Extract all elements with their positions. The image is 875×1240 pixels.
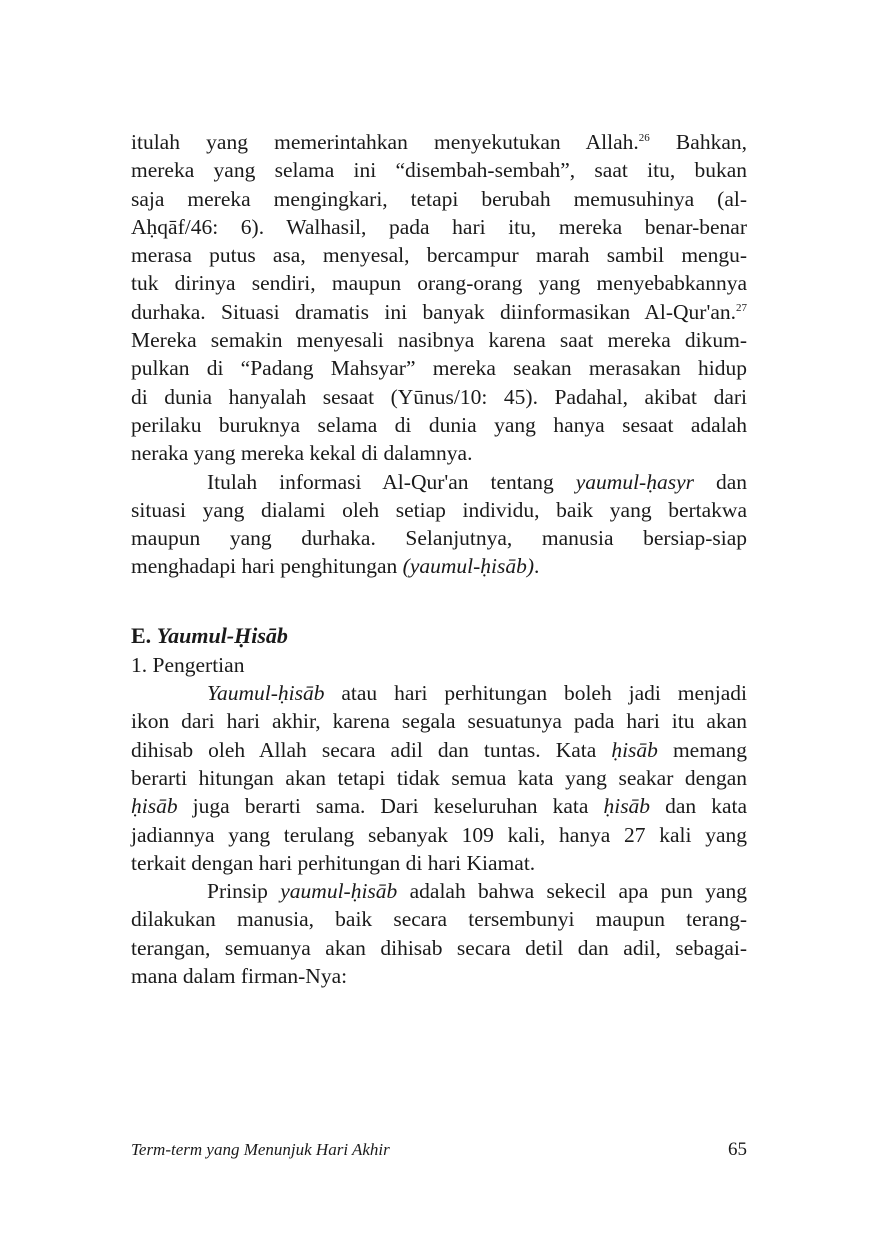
text-line: di dunia hanyalah sesaat (Yūnus/10: 45). Padahal, akibat dari xyxy=(131,384,747,409)
text-line: dihisab oleh Allah secara adil dan tuntas. Kata ḥisāb memang xyxy=(131,737,747,762)
text-line: dilakukan manusia, baik secara tersembunyi maupun terang- xyxy=(131,907,747,932)
text-line: Prinsip yaumul-ḥisāb adalah bahwa sekecil apa pun yang xyxy=(207,879,747,904)
page-body xyxy=(131,128,747,990)
footnote-ref-27: 27 xyxy=(736,301,747,314)
paragraph-3 xyxy=(131,679,747,877)
running-title: Term-term yang Menunjuk Hari Akhir xyxy=(131,1140,390,1159)
section-title: Yaumul-Ḥisāb xyxy=(156,622,288,648)
subsection-heading: 1. Pengertian xyxy=(131,652,245,677)
text-line: tuk dirinya sendiri, maupun orang-orang yang menyebabkannya xyxy=(131,271,747,296)
text-line: pulkan di “Padang Mahsyar” mereka seakan merasakan hidup xyxy=(131,356,747,381)
paragraph-2 xyxy=(131,468,747,581)
text-line: mana dalam firman-Nya: xyxy=(131,964,348,989)
text-line: maupun yang durhaka. Selanjutnya, manusia bersiap-siap xyxy=(131,526,747,551)
page-number: 65 xyxy=(728,1139,747,1160)
footnote-ref-26: 26 xyxy=(638,131,650,144)
text-line: jadiannya yang terulang sebanyak 109 kali, hanya 27 kali yang xyxy=(131,822,747,847)
text-line: perilaku buruknya selama di dunia yang hanya sesaat adalah xyxy=(131,412,747,437)
text-line: neraka yang mereka kekal di dalamnya. xyxy=(131,441,473,466)
text-line: saja mereka mengingkari, tetapi berubah memusuhinya (al- xyxy=(131,186,747,211)
text-line: mereka yang selama ini “disembah-sembah”, saat itu, bukan xyxy=(131,158,747,183)
text-line: berarti hitungan akan tetapi tidak semua kata yang seakar dengan xyxy=(131,765,747,790)
paragraph-4 xyxy=(131,877,747,990)
text-line: Itulah informasi Al-Qur'an tentang yaumul-ḥasyr dan xyxy=(207,469,747,494)
section-letter: E. xyxy=(131,622,152,648)
text-line: ikon dari hari akhir, karena segala sesuatunya pada hari itu akan xyxy=(131,709,747,734)
text-line: merasa putus asa, menyesal, bercampur marah sambil mengu- xyxy=(131,243,747,268)
text-line: Mereka semakin menyesali nasibnya karena saat mereka dikum- xyxy=(131,328,747,353)
text-line: itulah yang memerintahkan menyekutukan Allah.$^{26}$ Bahkan, xyxy=(131,130,747,154)
text-line: situasi yang dialami oleh setiap individu, baik yang bertakwa xyxy=(131,497,747,522)
text-line: terkait dengan hari perhitungan di hari Kiamat. xyxy=(131,850,536,875)
section-heading xyxy=(131,621,747,651)
text-line: menghadapi hari penghitungan (yaumul-ḥisāb). xyxy=(131,554,540,579)
text-line: ḥisāb juga berarti sama. Dari keseluruhan kata ḥisāb dan kata xyxy=(131,794,748,819)
text-line: durhaka. Situasi dramatis ini banyak diinformasikan Al-Qur'an.$^{27}$ xyxy=(131,299,747,324)
paragraph-1 xyxy=(131,128,747,468)
text-line: terangan, semuanya akan dihisab secara detil dan adil, sebagai- xyxy=(131,935,747,960)
text-line: Yaumul-ḥisāb atau hari perhitungan boleh jadi menjadi xyxy=(207,681,747,706)
text-line: Aḥqāf/46: 6). Walhasil, pada hari itu, mereka benar-benar xyxy=(131,214,747,239)
